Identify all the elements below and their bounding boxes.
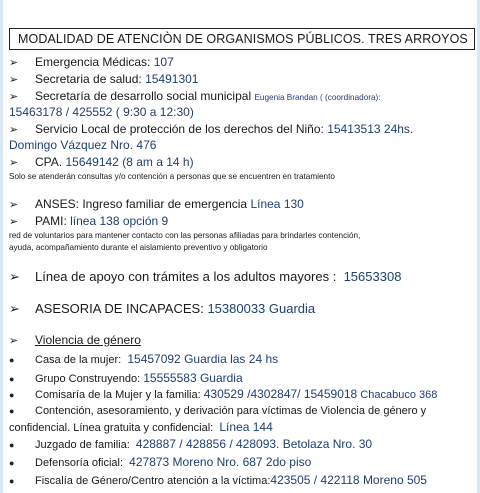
coordinator-note: Eugenia Brandan ( (coordinadora): bbox=[254, 93, 381, 102]
list-item: ● Grupo Construyendo: 15555583 Guardia bbox=[9, 371, 243, 385]
entry-incapaces: ➢ ASESORIA DE INCAPACES: 15380033 Guardia bbox=[9, 301, 316, 316]
note-pami-1: red de voluntarios para mantener contacto con las personas afiliadas para brindarles contención, bbox=[9, 231, 361, 240]
list-item: ● Comisaría de la Mujer y la familia: 430529 /4302847/ 15459018 Chacabuco 368 bbox=[9, 387, 438, 401]
phone-pami: línea 138 opción 9 bbox=[70, 214, 169, 228]
dot-bullet-icon: ● bbox=[9, 406, 15, 416]
dot-bullet-icon: ● bbox=[9, 355, 15, 365]
address-servicio-local: Domingo Vázquez Nro. 476 bbox=[9, 138, 157, 152]
dot-bullet-icon: ● bbox=[9, 390, 15, 400]
phone-anses: Línea 130 bbox=[250, 197, 304, 211]
note-cpa: Solo se atenderán consultas y/o contención a personas que se encuentren en tratamiento bbox=[9, 172, 335, 181]
arrow-bullet-icon: ➢ bbox=[9, 157, 19, 169]
document-title: MODALIDAD DE ATENCIÒN DE ORGANISMOS PÚBLICOS. TRES ARROYOS bbox=[9, 28, 475, 50]
phones-desarrollo: 15463178 / 425552 ( 9:30 a 12:30) bbox=[9, 105, 194, 119]
dot-bullet-icon: ● bbox=[9, 440, 15, 450]
dot-bullet-icon: ● bbox=[9, 476, 15, 486]
entry-servicio-local: ➢ Servicio Local de protección de los derechos del Niño: 15413513 24hs. bbox=[9, 122, 414, 136]
arrow-bullet-icon: ➢ bbox=[9, 216, 19, 228]
phone-servicio-local: 15413513 24hs. bbox=[327, 122, 414, 136]
entry-anses: ➢ ANSES: Ingreso familiar de emergencia Línea 130 bbox=[9, 197, 304, 211]
entry-emergencias: ➢ Emergencia Médicas: 107 bbox=[9, 55, 174, 69]
arrow-bullet-icon: ➢ bbox=[9, 301, 20, 316]
dot-bullet-icon: ● bbox=[9, 458, 15, 468]
phone-cpa: 15649142 (8 am a 14 h) bbox=[65, 155, 194, 169]
entry-mayores: ➢ Línea de apoyo con trámites a los adultos mayores : 15653308 bbox=[9, 269, 402, 284]
entry-desarrollo: ➢ Secretaría de desarrollo social municipal Eugenia Brandan ( (coordinadora): bbox=[9, 89, 381, 103]
dot-bullet-icon: ● bbox=[9, 374, 15, 384]
arrow-bullet-icon: ➢ bbox=[9, 335, 19, 347]
list-item: ● Contención, asesoramiento, y derivación para víctimas de Violencia de género y bbox=[9, 405, 427, 417]
section-violencia bbox=[9, 333, 141, 347]
entry-salud: ➢ Secretaria de salud: 15491301 bbox=[9, 72, 199, 86]
violencia-heading: Violencia de género bbox=[35, 333, 141, 347]
phone-incapaces: 15380033 Guardia bbox=[207, 301, 316, 316]
list-item: ● Defensoría oficial: 427873 Moreno Nro. 687 2do piso bbox=[9, 455, 312, 469]
entry-cpa: ➢ CPA. 15649142 (8 am a 14 h) bbox=[9, 155, 194, 169]
list-item-continuation: confidencial. Línea gratuita y confidencial: Línea 144 bbox=[9, 420, 273, 434]
phone-salud: 15491301 bbox=[145, 72, 199, 86]
list-item: ● Fiscalía de Género/Centro atención a la víctima:423505 / 422118 Moreno 505 bbox=[9, 473, 427, 487]
arrow-bullet-icon: ➢ bbox=[9, 57, 19, 69]
list-item: ● Casa de la mujer: 15457092 Guardia las 24 hs bbox=[9, 352, 279, 366]
entry-pami: ➢ PAMI: línea 138 opción 9 bbox=[9, 214, 169, 228]
phone-emergencias: 107 bbox=[153, 55, 174, 69]
arrow-bullet-icon: ➢ bbox=[9, 74, 19, 86]
arrow-bullet-icon: ➢ bbox=[9, 199, 19, 211]
arrow-bullet-icon: ➢ bbox=[9, 91, 19, 103]
arrow-bullet-icon: ➢ bbox=[9, 269, 20, 284]
phone-mayores: 15653308 bbox=[343, 269, 402, 284]
note-pami-2: ayuda, acompañamiento durante el aislamiento preventivo y obligatorio bbox=[9, 243, 268, 252]
list-item: ● Juzgado de familia: 428887 / 428856 / 428093. Betolaza Nro. 30 bbox=[9, 437, 373, 451]
arrow-bullet-icon: ➢ bbox=[9, 124, 19, 136]
